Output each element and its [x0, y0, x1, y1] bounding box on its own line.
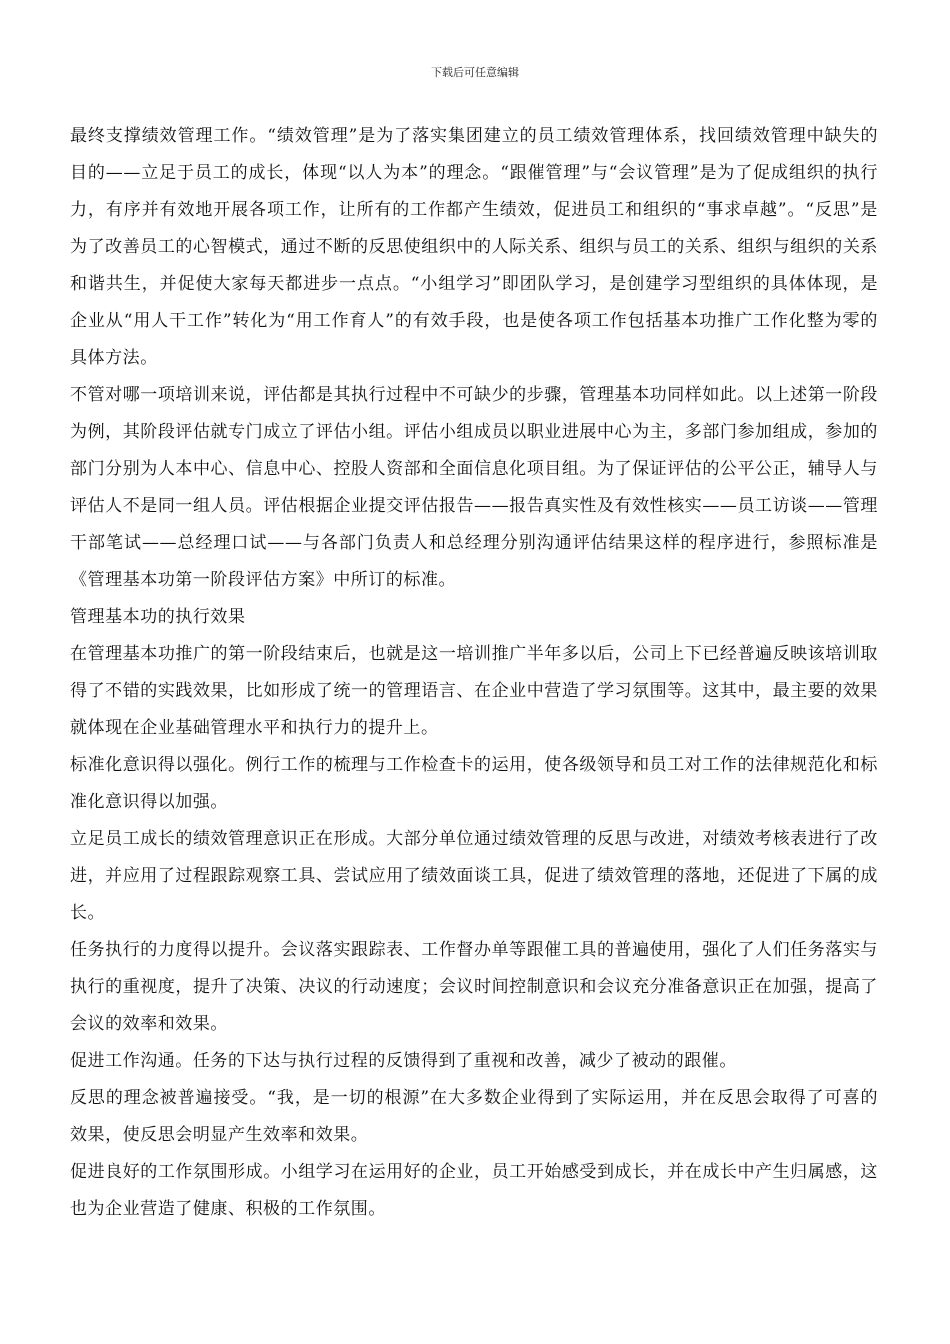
paragraph-work-communication: 促进工作沟通。任务的下达与执行过程的反馈得到了重视和改善，减少了被动的跟催。	[70, 1051, 737, 1071]
document-body	[70, 118, 878, 1228]
paragraph-first-stage-results: 在管理基本功推广的第一阶段结束后，也就是这一培训推广半年多以后，公司上下已经普遍反映该培训取得了不错的实践效果，比如形成了统一的管理语言、在企业中营造了学习氛围等。这其中，最主要的效果就体现在企业基础管理水平和执行力的提升上。	[70, 644, 878, 738]
paragraph-reflection: 反思的理念被普遍接受。“我，是一切的根源”在大多数企业得到了实际运用，并在反思会取得了可喜的效果，使反思会明显产生效率和效果。	[70, 1088, 878, 1145]
paragraph-standardization: 标准化意识得以强化。例行工作的梳理与工作检查卡的运用，使各级领导和员工对工作的法律规范化和标准化意识得以加强。	[70, 755, 878, 812]
paragraph-task-execution: 任务执行的力度得以提升。会议落实跟踪表、工作督办单等跟催工具的普遍使用，强化了人们任务落实与执行的重视度，提升了决策、决议的行动速度；会议时间控制意识和会议充分准备意识正在加强，提高了会议的效率和效果。	[70, 940, 878, 1034]
page-header: 下载后可任意编辑	[431, 66, 519, 79]
paragraph-performance-awareness: 立足员工成长的绩效管理意识正在形成。大部分单位通过绩效管理的反思与改进，对绩效考核表进行了改进，并应用了过程跟踪观察工具、尝试应用了绩效面谈工具，促进了绩效管理的落地，还促进了下属的成长。	[70, 829, 878, 923]
paragraph-evaluation: 不管对哪一项培训来说，评估都是其执行过程中不可缺少的步骤，管理基本功同样如此。以上述第一阶段为例，其阶段评估就专门成立了评估小组。评估小组成员以职业进展中心为主，多部门参加组成，参加的部门分别为人本中心、信息中心、控股人资部和全面信息化项目组。为了保证评估的公平公正，辅导人与评估人不是同一组人员。评估根据企业提交评估报告——报告真实性及有效性核实——员工访谈——管理干部笔试——总经理口试——与各部门负责人和总经理分别沟通评估结果这样的程序进行，参照标准是《管理基本功第一阶段评估方案》中所订的标准。	[70, 385, 878, 590]
paragraph-performance-management: 最终支撑绩效管理工作。“绩效管理”是为了落实集团建立的员工绩效管理体系，找回绩效管理中缺失的目的——立足于员工的成长，体现“以人为本”的理念。“跟催管理”与“会议管理”是为了促成组织的执行力，有序并有效地开展各项工作，让所有的工作都产生绩效，促进员工和组织的“事求卓越”。“反思”是为了改善员工的心智模式，通过不断的反思使组织中的人际关系、组织与员工的关系、组织与组织的关系和谐共生，并促使大家每天都进步一点点。“小组学习”即团队学习，是创建学习型组织的具体体现，是企业从“用人干工作”转化为“用工作育人”的有效手段，也是使各项工作包括基本功推广工作化整为零的具体方法。	[70, 126, 878, 368]
section-heading-execution-effects: 管理基本功的执行效果	[70, 607, 246, 627]
paragraph-work-atmosphere: 促进良好的工作氛围形成。小组学习在运用好的企业，员工开始感受到成长，并在成长中产生归属感，这也为企业营造了健康、积极的工作氛围。	[70, 1162, 878, 1219]
